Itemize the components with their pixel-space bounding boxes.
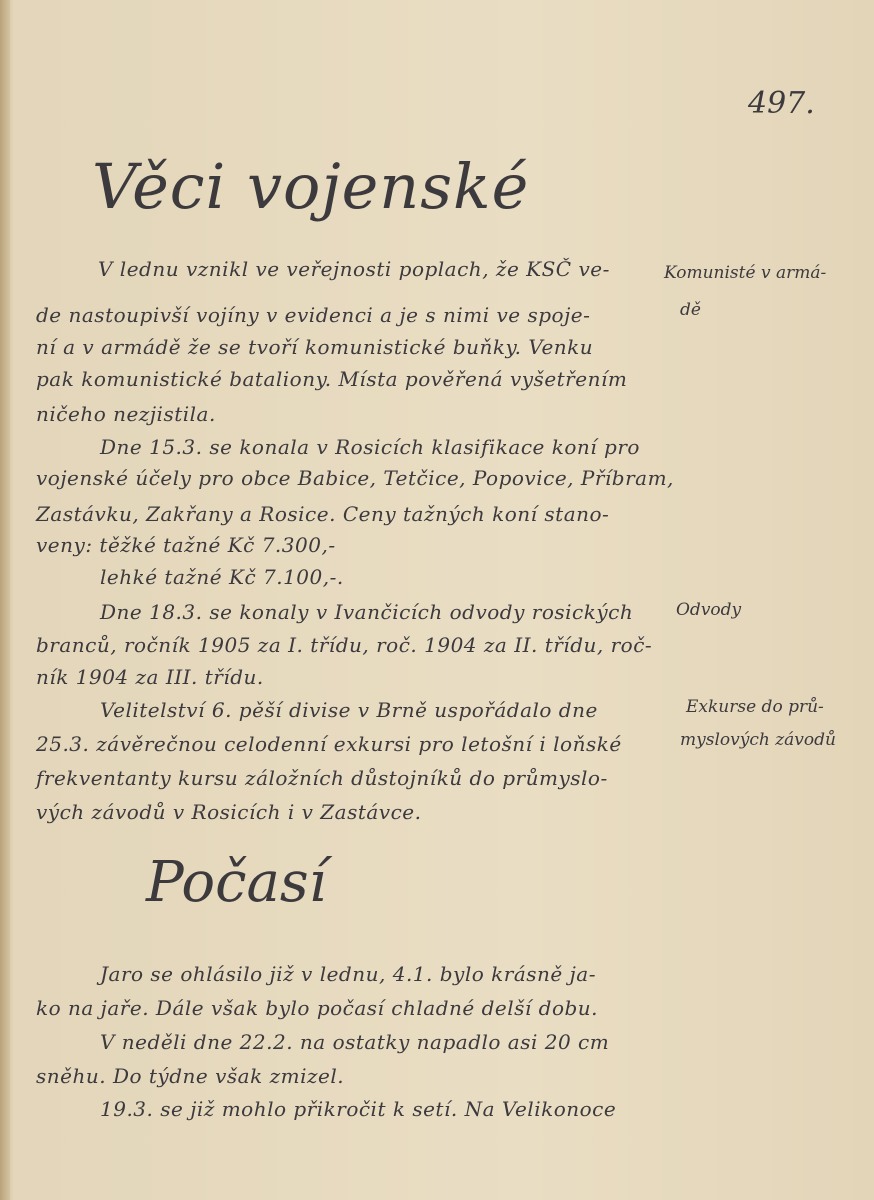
text-line: Dne 15.3. se konala v Rosicích klasifikace koní pro	[100, 435, 640, 459]
text-line: ník 1904 za III. třídu.	[36, 665, 264, 689]
text-line: 19.3. se již mohlo přikročit k setí. Na Velikonoce	[100, 1097, 617, 1121]
text-line: V neděli dne 22.2. na ostatky napadlo asi 20 cm	[100, 1030, 610, 1054]
margin-note: Komunisté v armá-	[664, 263, 827, 283]
text-line: Jaro se ohlásilo již v lednu, 4.1. bylo krásně ja-	[100, 962, 596, 986]
text-line: frekventanty kursu záložních důstojníků do průmyslo-	[36, 766, 608, 790]
section-heading-military: Věci vojenské	[92, 150, 530, 223]
text-line: Velitelství 6. pěší divise v Brně uspořádalo dne	[100, 698, 598, 722]
margin-note: Odvody	[676, 600, 742, 620]
margin-note: myslových závodů	[680, 730, 836, 750]
text-line: sněhu. Do týdne však zmizel.	[36, 1064, 345, 1088]
text-line: 25.3. závěrečnou celodenní exkursi pro letošní i loňské	[36, 732, 622, 756]
text-line: V lednu vznikl ve veřejnosti poplach, že KSČ ve-	[98, 257, 610, 281]
text-line: ničeho nezjistila.	[36, 402, 216, 426]
text-line: de nastoupivší vojíny v evidenci a je s nimi ve spoje-	[36, 303, 591, 327]
page-number: 497.	[748, 86, 815, 121]
text-line: pak komunistické bataliony. Místa pověřená vyšetřením	[36, 367, 628, 391]
section-heading-weather: Počasí	[146, 850, 327, 915]
text-line: branců, ročník 1905 za I. třídu, roč. 1904 za II. třídu, roč-	[36, 633, 653, 657]
text-line: veny: těžké tažné Kč 7.300,-	[36, 533, 336, 557]
text-line: vých závodů v Rosicích i v Zastávce.	[36, 800, 422, 824]
text-line: Dne 18.3. se konaly v Ivančicích odvody rosických	[100, 600, 634, 624]
text-line: vojenské účely pro obce Babice, Tetčice, Popovice, Příbram,	[36, 466, 674, 490]
text-line: ko na jaře. Dále však bylo počasí chladné delší dobu.	[36, 996, 599, 1020]
margin-note: Exkurse do prů-	[686, 697, 824, 717]
page-binding-edge	[0, 0, 10, 1200]
text-line: lehké tažné Kč 7.100,-.	[100, 565, 344, 589]
text-line: Zastávku, Zakřany a Rosice. Ceny tažných koní stano-	[36, 502, 610, 526]
text-line: ní a v armádě že se tvoří komunistické buňky. Venku	[36, 335, 594, 359]
margin-note: dě	[680, 300, 701, 320]
